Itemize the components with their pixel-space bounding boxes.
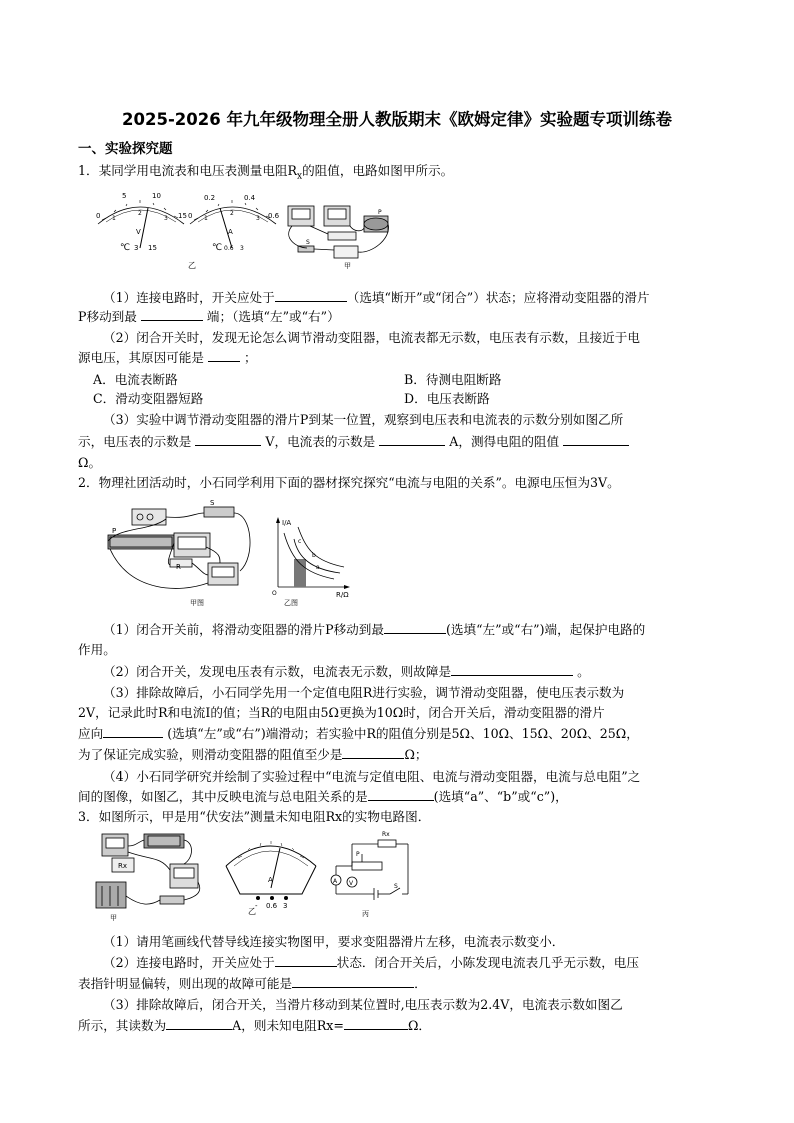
q1-option-c[interactable]: C．滑动变阻器短路 [93,391,204,406]
q3-fig-label-jia: 甲 [110,914,117,922]
svg-text:A: A [268,876,273,884]
ammeter-dial [188,194,280,253]
svg-text:Rx: Rx [382,831,390,838]
svg-text:10: 10 [152,192,161,200]
svg-text:2: 2 [138,210,142,217]
svg-text:1: 1 [112,215,116,222]
q3-part3-line2: 所示，其读数为 A，则未知电阻Rx= Ω． [78,1018,431,1033]
answer-blank[interactable] [292,975,414,988]
q1-part3-line2: 示，电压表的示数是 V，电流表的示数是 A，测得电阻的阻值 [78,431,629,450]
svg-text:3: 3 [256,215,260,222]
svg-text:0.2: 0.2 [204,194,216,202]
answer-blank[interactable] [384,621,446,634]
answer-blank[interactable] [342,746,404,759]
q2-stem: 2．物理社团活动时，小石同学利用下面的器材探究探究“电流与电阻的关系”。电源电压恒为3V。 [78,475,620,490]
svg-text:0.6: 0.6 [224,245,234,252]
q3-part2-line2: 表指针明显偏转，则出现的故障可能是 ． [78,976,427,991]
svg-text:P: P [356,851,360,858]
answer-blank[interactable] [166,1017,232,1030]
svg-text:℃: ℃ [212,243,223,253]
svg-text:S: S [210,499,215,507]
q2-part1-line2: 作用。 [78,642,116,657]
q3-figure [90,826,420,926]
q3-ammeter-dial [226,841,316,916]
svg-text:0: 0 [188,212,193,220]
svg-text:0.4: 0.4 [244,194,256,202]
q2-part3-line4: 为了保证完成实验，则滑动变阻器的阻值至少是 Ω； [78,747,428,762]
svg-text:3: 3 [283,902,288,910]
q2-figure [100,497,360,609]
q1-fig-label-yi: 乙 [188,261,196,270]
page-title: 2025-2026 年九年级物理全册人教版期末《欧姆定律》实验题专项训练卷 [122,110,672,129]
svg-text:S: S [306,239,310,246]
q3-part3-line1: （3）排除故障后，闭合开关，当滑片移动到某位置时,电压表示数为2.4V，电流表示数如图乙 [103,997,623,1012]
svg-text:0: 0 [96,212,101,220]
answer-blank[interactable] [275,954,337,967]
svg-text:5: 5 [122,192,127,200]
svg-text:1: 1 [204,215,208,222]
svg-text:℃: ℃ [120,243,131,253]
section-heading: 一、实验探究题 [78,141,173,157]
q2-part4-line2: 间的图像，如图乙，其中反映电流与总电阻关系的是 (选填“a”、“b”或“c”)， [78,789,568,804]
svg-text:S: S [394,883,398,890]
q3-fig-label-yi: 乙 [248,907,256,916]
answer-blank[interactable] [379,433,445,446]
svg-text:15: 15 [178,212,187,220]
svg-text:O: O [272,590,277,597]
svg-text:V: V [349,880,354,887]
q1-stem: 1．某同学用电流表和电压表测量电阻$R_x$的阻值，电路如图甲所示。 [78,163,454,182]
svg-text:R/Ω: R/Ω [336,591,349,599]
voltmeter-dial [96,192,187,253]
svg-text:Rx: Rx [118,862,128,870]
svg-text:c: c [298,538,302,545]
q1-option-b[interactable]: B．待测电阻断路 [404,372,502,387]
q2-part2: （2）闭合开关，发现电压表有示数，电流表无示数，则故障是 。 [103,664,590,679]
q3-fig-label-bing: 丙 [362,910,369,918]
q2-fig-label-jiatu: 甲图 [190,599,204,607]
q2-part3-line2: 2V，记录此时R和电流I的值；当R的电阻由5Ω更换为10Ω时，闭合开关后，滑动变阻器的滑片 [78,705,605,720]
q1-part1-line1: （1）连接电路时，开关应处于 （选填“断开”或“闭合”）状态；应将滑动变阻器的滑片 [103,290,650,305]
svg-text:P: P [378,209,382,216]
q1-part2-line1: （2）闭合开关时，发现无论怎么调节滑动变阻器，电流表都无示数，电压表有示数，且接近于电 [103,330,640,345]
answer-blank[interactable] [563,433,629,446]
q1-apparatus [288,206,389,258]
q2-fig-label-yitu: 乙图 [284,599,298,607]
answer-blank[interactable] [275,289,347,302]
q1-part2-line2: 源电压，其原因可能是 ； [78,350,257,365]
q3-apparatus [96,834,200,908]
q2-graph [272,517,350,607]
svg-text:3: 3 [164,215,168,222]
q1-option-a[interactable]: A．电流表断路 [93,372,178,387]
svg-text:V: V [136,228,141,236]
q1-option-d[interactable]: D．电压表断路 [404,391,490,406]
q1-part3-line1: （3）实验中调节滑动变阻器的滑片P到某一位置，观察到电压表和电流表的示数分别如图乙所 [103,412,624,427]
answer-blank[interactable] [208,349,240,362]
answer-blank[interactable] [141,308,203,321]
q2-apparatus [108,507,250,588]
svg-text:2: 2 [230,210,234,217]
q2-part3-line1: （3）排除故障后，小石同学先用一个定值电阻R进行实验，调节滑动变阻器，使电压表示数为 [103,685,625,700]
svg-text:0.6: 0.6 [268,212,280,220]
q1-part1-line2: P移动到最 端；（选填“左”或“右”） [78,309,340,324]
answer-blank[interactable] [195,433,261,446]
q2-part4-line1: （4）小石同学研究并绘制了实验过程中“电流与定值电阻、电流与滑动变阻器，电流与总电阻”之 [103,769,641,784]
answer-blank[interactable] [344,1017,408,1030]
q3-part1: （1）请用笔画线代替导线连接实物图甲，要求变阻器滑片左移，电流表示数变小． [103,934,565,949]
svg-text:I/A: I/A [282,519,292,527]
q3-circuit-diagram [331,840,408,900]
answer-blank[interactable] [368,788,434,801]
svg-text:b: b [312,552,316,559]
q3-part2-line1: （2）连接电路时，开关应处于 状态．闭合开关后，小陈发现电流表几乎无示数，电压 [103,955,639,970]
svg-text:R: R [176,563,181,571]
q2-part1-line1: （1）闭合开关前，将滑动变阻器的滑片P移动到最 (选填“左”或“右”)端，起保护电路的 [103,622,646,637]
svg-text:a: a [316,564,320,571]
svg-text:3: 3 [240,245,244,252]
q1-fig-label-jia: 甲 [344,262,351,270]
svg-text:P: P [112,527,117,535]
answer-blank[interactable] [451,663,573,676]
answer-blank[interactable] [103,725,163,738]
q1-figure [92,188,392,280]
svg-text:-: - [255,902,258,910]
svg-text:A: A [228,228,233,236]
svg-text:15: 15 [148,244,157,252]
svg-text:0.6: 0.6 [266,902,278,910]
q2-part3-line3: 应向 (选填“左”或“右”)端滑动；若实验中R的阻值分别是5Ω、10Ω、15Ω、20Ω、25Ω， [78,726,639,741]
q3-stem: 3．如图所示，甲是用“伏安法”测量未知电阻Rx的实物电路图． [78,809,431,824]
svg-text:3: 3 [134,244,139,252]
q1-part3-line3: Ω。 [78,455,102,470]
svg-text:A: A [333,878,338,885]
